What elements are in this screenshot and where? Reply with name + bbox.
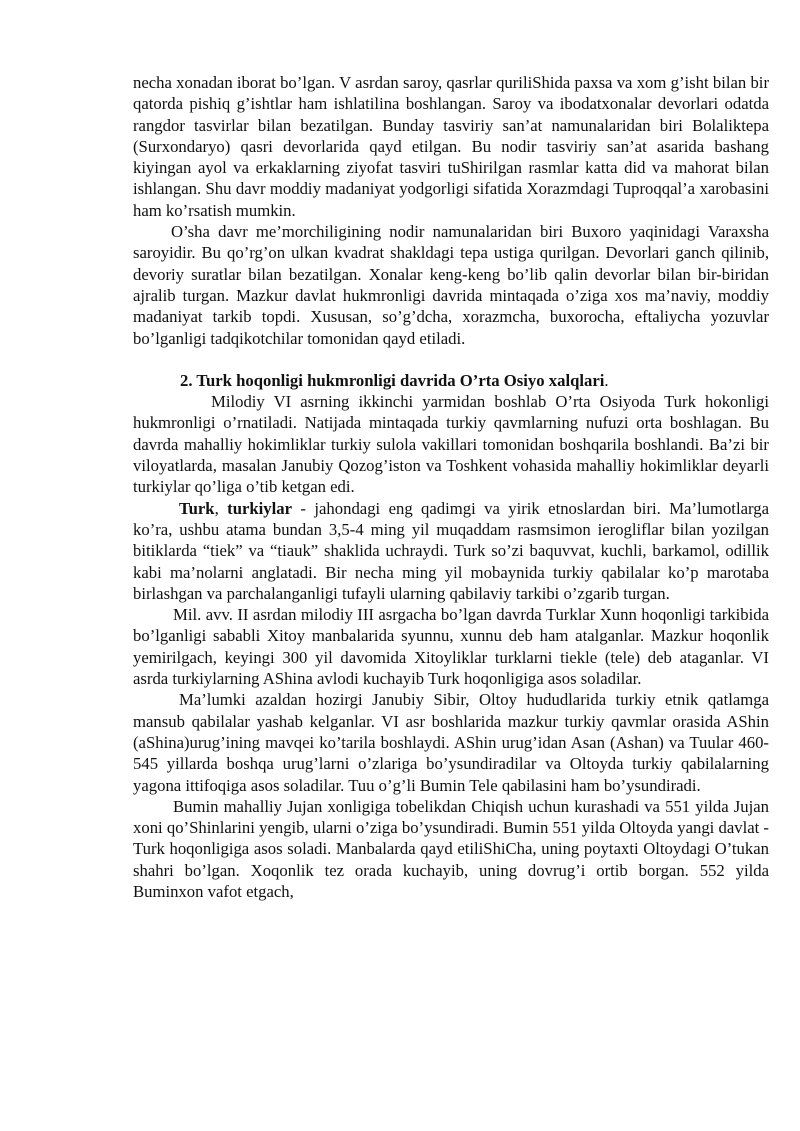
term-turkiylar: turkiylar [227, 498, 293, 518]
paragraph-varaxsha-saroyi: O’sha davr me’morchiligining nodir namunalaridan biri Buxoro yaqinidagi Varaxsha saroyidir. Bu qo’rg’on ulkan kvadrat shakldagi tepa ustiga qurilgan. Devorlari ganch qilinib, devoriy suratlar bilan bezatilgan. Xonalar keng-keng bo’lib qalin devorlar bilan bir-biridan ajralib turgan. Mazkur davlat hukmronligi davrida mintaqada o’ziga xos ma’naviy, moddiy madaniyat tarkib topdi. Xususan, so’g’dcha, xorazmcha, buxorocha, eftaliycha yozuvlar bo’lganligi tadqikotchilar tomonidan qayd etiladi. [133, 222, 769, 348]
paragraph-turk-atamasi-text: - jahondagi eng qadimgi va yirik etnoslardan biri. Ma’lumotlarga ko’ra, ushbu atama bundan 3,5-4 ming yil muqaddam rasmsimon ierogliflar bilan yozilgan bitiklarda “tiek” va “tiauk” shaklida uchraydi. Turk so’zi baquvvat, kuchli, barkamol, odillik kabi ma’nolarni anglatadi. Bir necha ming yil mobaynida turkiy qabilalar ko’p marotaba birlashgan va parchalanganligi tufayli ularning qabilaviy tarkibi o’zgarib turgan. [133, 498, 769, 603]
paragraph-turk-atamasi [133, 498, 769, 604]
term-separator: , [214, 498, 228, 518]
paragraph-xunn-hoqonligi: Mil. avv. II asrdan milodiy III asrgacha bo’lgan davrda Turklar Xunn hoqonligi tarkibida bo’lganligi sababli Xitoy manbalarida syunnu, xunnu deb ham atalganlar. Mazkur hoqonlik yemirilgach, keyingi 300 yil davomida Xitoyliklar turklarni tiekle (tele) deb ataganlar. VI asrda turkiylarning AShina avlodi kuchayib Turk hoqonligiga asos soladilar. [133, 605, 769, 689]
section-heading-text: 2. Turk hoqonligi hukmronligi davrida O’rta Osiyo xalqlari [180, 370, 605, 390]
paragraph-turk-hokonligi: Milodiy VI asrning ikkinchi yarmidan boshlab O’rta Osiyoda Turk hokonligi hukmronligi o’rnatiladi. Natijada mintaqada turkiy qavmlarning nufuzi orta boshlagan. Bu davrda mahalliy hokimliklar turkiy sulola vakillari tomonidan boshqarila boshlandi. Ba’zi bir viloyatlarda, masalan Janubiy Qozog’iston va Toshkent vohasida mahalliy hokimliklar deyarli turkiylar qo’liga o’tib ketgan edi. [133, 392, 769, 497]
section-heading [133, 370, 769, 391]
paragraph-bumin: Bumin mahalliy Jujan xonligiga tobelikdan Chiqish uchun kurashadi va 551 yilda Jujan xoni qo’Shinlarini yengib, ularni o’ziga bo’ysundiradi. Bumin 551 yilda Oltoyda yangi davlat - Turk hoqonligiga asos soladi. Manbalarda qayd etiliShiCha, uning poytaxti Oltoydagi O’tukan shahri bo’lgan. Xoqonlik tez orada kuchayib, uning dovrug’i ortib borgan. 552 yilda Buminxon vafot etgach, [133, 796, 769, 901]
paragraph-saroy-qasrlar: necha xonadan iborat bo’lgan. V asrdan saroy, qasrlar quriliShida paxsa va xom g’isht bilan bir qatorda pishiq g’ishtlar ham ishlatilina boshlangan. Saroy va ibodatxonalar devorlari odatda rangdor tasvirlar bilan bezatilgan. Bunday tasviriy san’at namunalaridan biri Bolaliktepa (Surxondaryo) qasri devorlarida qayd etilgan. Bu nodir tasviriy san’at asarida bashang kiyingan ayol va erkaklarning ziyofat tasviri tuShirilgan rasmlar katta did va mahorat bilan ishlangan. Shu davr moddiy madaniyat yodgorligi sifatida Xorazmdagi Tuproqqal’a xarobasini ham ko’rsatish mumkin. [133, 73, 769, 220]
section-heading-period: . [604, 370, 609, 390]
term-turk: Turk [179, 498, 215, 518]
paragraph-ashina-urugi: Ma’lumki azaldan hozirgi Janubiy Sibir, Oltoy hududlarida turkiy etnik qatlamga mansub qabilalar yashab kelganlar. VI asr boshlarida mazkur turkiy qavmlar orasida AShin (aShina)urug’ining mavqei ko’tarila boshlaydi. AShin urug’idan Asan (Ashan) va Tuular 460-545 yillarda boshqa urug’larni o’zlariga bo’ysundiradilar va Oltoyda turkiy qabilalarning yagona ittifoqiga asos soladilar. Tuu o’g’li Bumin Tele qabilasini ham bo’ysundiradi. [133, 690, 769, 795]
document-page [133, 72, 769, 902]
